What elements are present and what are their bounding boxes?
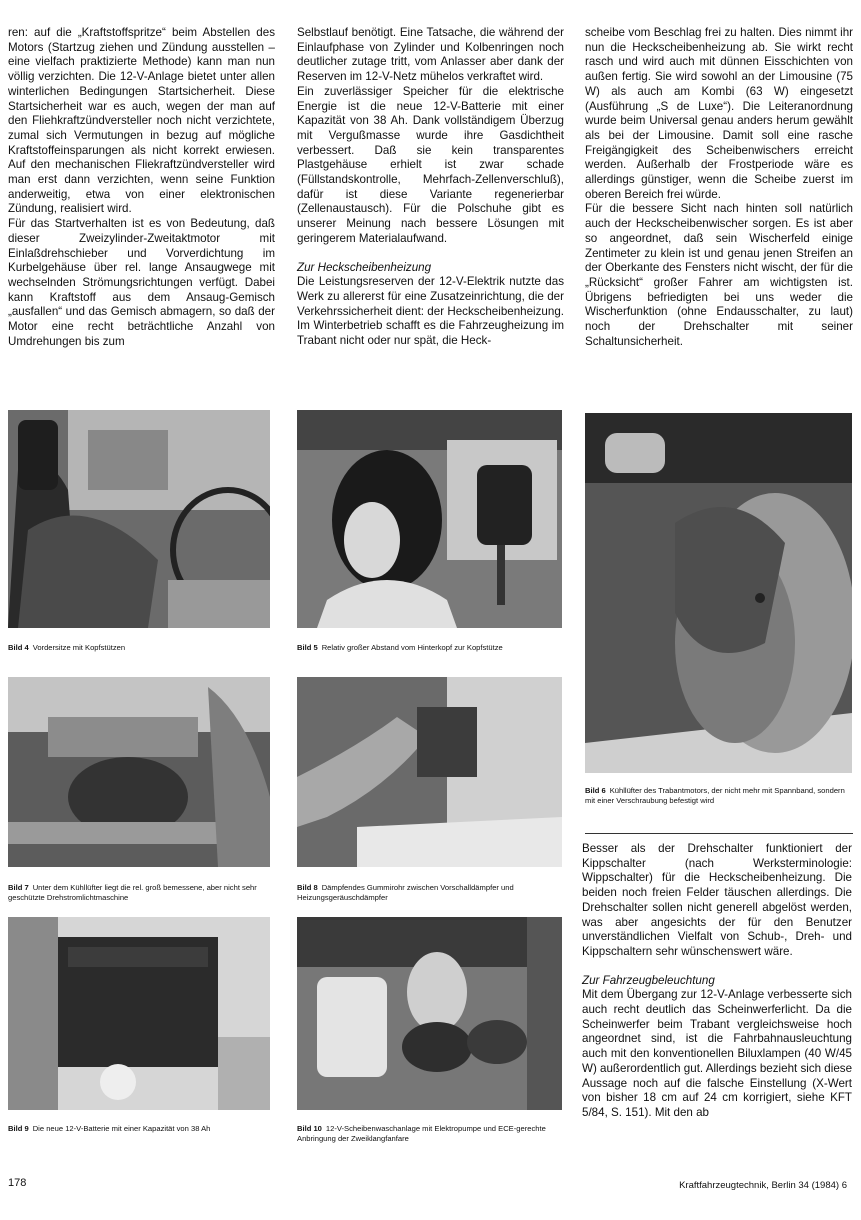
text-column-3-lower xyxy=(582,842,852,1121)
journal-citation: Kraftfahrzeugtechnik, Berlin 34 (1984) 6 xyxy=(679,1180,847,1191)
paragraph: scheibe vom Beschlag frei zu halten. Dies nimmt ihr nun die Heckscheibenheizung ab. Sie wirkt recht rasch und wird auch mit dünnen Eisschichten von außen fertig. Sie wird sowohl an der Limousine (75 W) als auch am Kombi (63 W) eingesetzt (Ausführung „S de Luxe“). Die Leiteranordnung wurde beim Universal genau anders herum gewählt als bei der Limousine. Damit soll eine rasche Freigängigkeit des Scheibenwischers erreicht werden. Außerhalb der Frostperiode wäre es allerdings günstiger, wenn die Scheibe zuerst im oberen Bereich frei würde. xyxy=(585,26,853,201)
caption-text: Unter dem Kühllüfter liegt die rel. groß bemessene, aber nicht sehr geschützte Drehstromlichtmaschine xyxy=(8,883,257,902)
photo-bild8 xyxy=(297,677,562,867)
page-number: 178 xyxy=(8,1177,27,1189)
photo-bild10 xyxy=(297,917,562,1110)
caption-bild4 xyxy=(8,643,270,653)
photo-bild4 xyxy=(8,410,270,628)
caption-bild6 xyxy=(585,786,852,806)
text-column-2 xyxy=(297,26,564,349)
caption-text: Dämpfendes Gummirohr zwischen Vorschalldämpfer und Heizungsgeräuschdämpfer xyxy=(297,883,514,902)
divider xyxy=(585,833,853,834)
paragraph: Mit dem Übergang zur 12-V-Anlage verbesserte sich auch recht deutlich das Scheinwerferlicht. Da die Scheinwerfer beim Trabant vergleichsweise hoch angeordnet sind, ist die Fahrbahnausleuchtung auch mit den konventionellen Biluxlampen (40 W/45 W) außerordentlich gut. Allerdings bezieht sich diese Aussage noch auf die falsche Einstellung (X-Wert von bisher 18 cm auf 24 cm korrigiert, siehe KFT 5/84, S. 151). Mit den ab xyxy=(582,988,853,1119)
caption-number: Bild 10 xyxy=(297,1124,322,1133)
caption-bild10 xyxy=(297,1124,562,1144)
text-column-1 xyxy=(8,26,275,349)
paragraph: Ein zuverlässiger Speicher für die elektrische Energie ist die neue 12-V-Batterie mit einer Kapazität von 38 Ah. Dank vollständigem Überzug mit Vergußmasse wurde ihre Gasdichtheit verbessert. Daß sie kein transparentes Plastgehäuse erhielt ist zwar schade (Füllstandskontrolle, Mehrfach-Zellenverschluß), dafür ist diese Variante regenerierbar (Zellenaustausch). Für die Polschuhe gibt es unserer Meinung nach bessere Lösungen mit geringerem Materialaufwand. xyxy=(297,84,564,245)
paragraph: Besser als der Drehschalter funktioniert der Kippschalter (nach Werksterminologie: Wippschalter) für die Heckscheibenheizung. Die beiden noch freien Felder täuschen allerdings. Die Drehschalter sollen nicht generell abgelöst werden, was aber angesichts der für den Benutzer unverständlichen Vielfalt von Schub-, Dreh- und Kippschaltern sehr wünschenswert wäre. xyxy=(582,842,852,958)
photo-bild5 xyxy=(297,410,562,628)
caption-text: Die neue 12-V-Batterie mit einer Kapazität von 38 Ah xyxy=(32,1124,211,1133)
caption-number: Bild 4 xyxy=(8,643,29,652)
section-heading: Zur Heckscheibenheizung xyxy=(297,260,432,274)
photo-bild7 xyxy=(8,677,270,867)
caption-text: 12-V-Scheibenwaschanlage mit Elektropumpe und ECE-gerechte Anbringung der Zweiklangfanfare xyxy=(297,1124,546,1143)
paragraph: Die Leistungsreserven der 12-V-Elektrik nutzte das Werk zu allererst für eine Zusatzeinrichtung, die der Verkehrssicherheit dient: der Heckscheibenheizung. Im Winterbetrieb schafft es die Fahrzeugheizung im Trabant nicht oder nur spät, die Heck- xyxy=(297,275,564,348)
caption-number: Bild 9 xyxy=(8,1124,29,1133)
photo-bild9 xyxy=(8,917,270,1110)
caption-text: Kühllüfter des Trabantmotors, der nicht mehr mit Spannband, sondern mit einer Verschraubung befestigt wird xyxy=(585,786,845,805)
caption-number: Bild 8 xyxy=(297,883,318,892)
paragraph: ren: auf die „Kraftstoffspritze“ beim Abstellen des Motors (Startzug ziehen und Zündung ausstellen – eine vielfach praktizierte Methode) kann man nun völlig verzichten. Die 12-V-Anlage bietet unter allen winterlichen Bedingungen Startsicherheit. Diese Startsicherheit war es auch, wegen der man auf den Fliehkraftzündversteller noch nicht verzichtete, zumal sich Vermutungen in bezug auf mögliche Kraftstoffeinsparungen als nicht korrekt erwiesen. Auf den mechanischen Fliekraftzündversteller wird man erst dann verzichten, wenn seine Funktion anderweitig, etwa von einer elektronischen Zündung, realisiert wird. xyxy=(8,26,275,216)
text-column-3 xyxy=(585,26,853,349)
paragraph: Für das Startverhalten ist es von Bedeutung, daß dieser Zweizylinder-Zweitaktmotor mit Einlaßdrehschieber und Vorverdichtung im Kurbelgehäuse über rel. lange Ansaugwege mit wechselnden Strömungsrichtungen verfügt. Dabei kann Kraftstoff aus dem Ansaug-Gemisch „ausfallen“ und das Gemisch abmagern, so daß der Motor eine recht beträchtliche Anzahl von Umdrehungen bis zum xyxy=(8,217,275,348)
caption-number: Bild 5 xyxy=(297,643,318,652)
caption-bild8 xyxy=(297,883,562,903)
paragraph: Für die bessere Sicht nach hinten soll natürlich auch der Heckscheibenwischer sorgen. Es ist aber so angeordnet, daß sein Wischerfeld einige Zentimeter zu klein ist und genau jenen Streifen an der Oberkante des Fensters nicht wischt, der für die „Rücksicht“ großer Fahrer am wichtigsten ist. Übrigens befriedigten bei uns weder die Wischerfunktion (ohne Endausschalter, zu laut) noch der Drehschalter mit seiner Schaltunsicherheit. xyxy=(585,202,853,348)
caption-bild5 xyxy=(297,643,562,653)
caption-number: Bild 6 xyxy=(585,786,606,795)
caption-bild7 xyxy=(8,883,270,903)
photo-bild6 xyxy=(585,413,852,773)
caption-text: Relativ großer Abstand vom Hinterkopf zur Kopfstütze xyxy=(321,643,503,652)
paragraph: Selbstlauf benötigt. Eine Tatsache, die während der Einlaufphase von Zylinder und Kolbenringen noch deutlicher zutage tritt, vom Anlasser aber dank der Reserven im 12-V-Netz mühelos verkraftet wird. xyxy=(297,26,564,84)
caption-number: Bild 7 xyxy=(8,883,29,892)
section-heading: Zur Fahrzeugbeleuchtung xyxy=(582,973,715,987)
caption-bild9 xyxy=(8,1124,270,1134)
caption-text: Vordersitze mit Kopfstützen xyxy=(32,643,126,652)
